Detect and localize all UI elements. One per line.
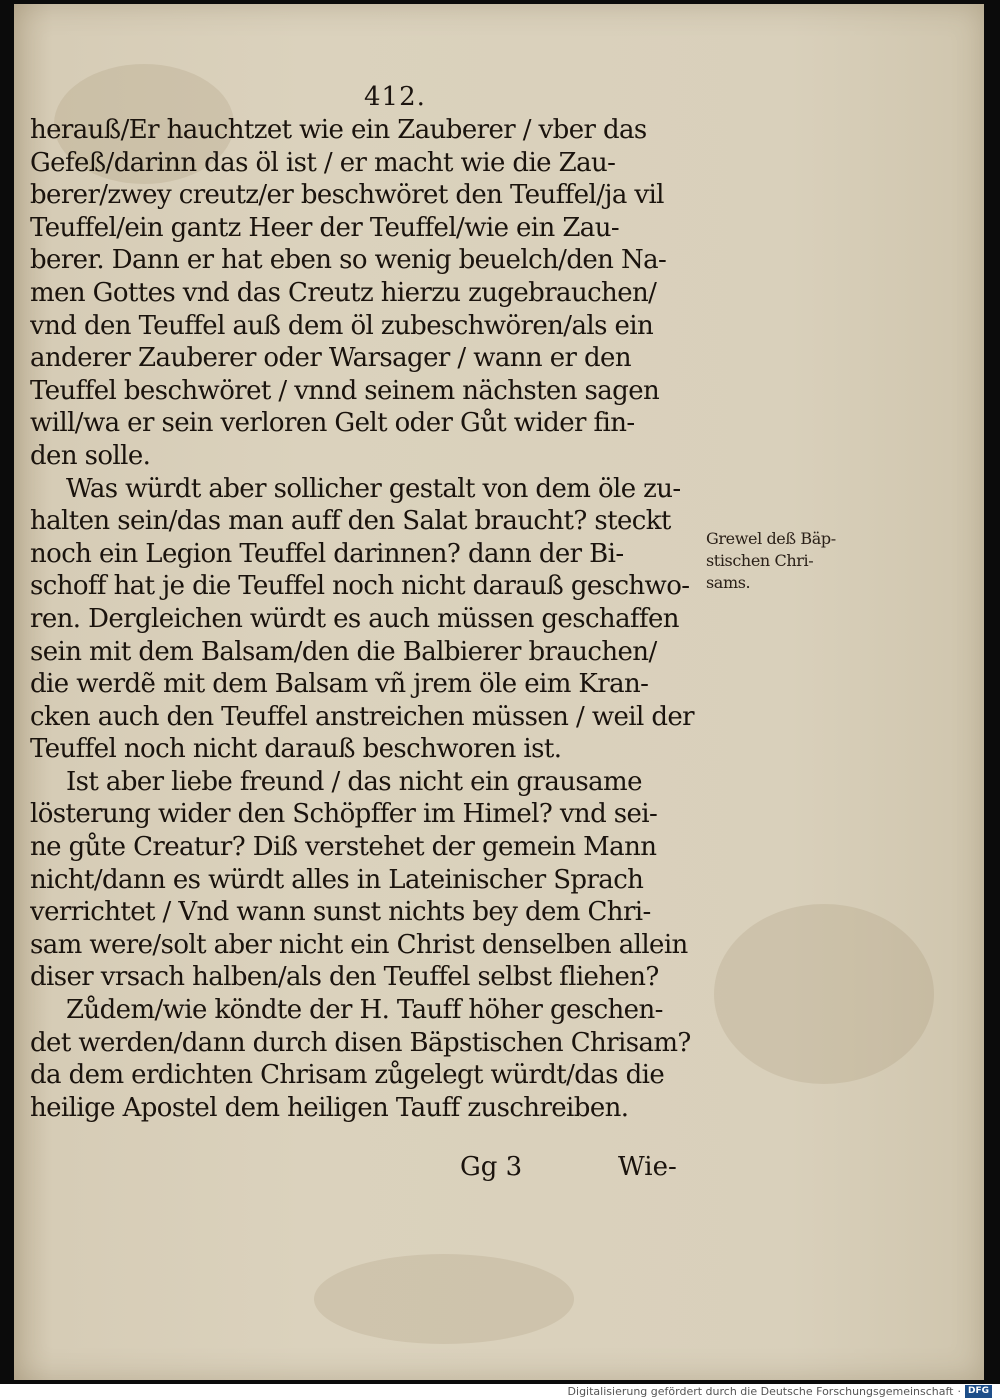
text-line: verrichtet / Vnd wann sunst nichts bey dem Chri- xyxy=(30,897,651,928)
text-line: sam were/solt aber nicht ein Christ denselben allein xyxy=(30,929,688,960)
text-line: Zůdem/wie köndte der H. Tauff höher geschen- xyxy=(66,995,663,1026)
text-line: heilige Apostel dem heiligen Tauff zuschreiben. xyxy=(30,1092,629,1123)
text-line: halten sein/das man auff den Salat braucht? steckt xyxy=(30,506,671,537)
paper-stain xyxy=(314,1254,574,1344)
marginal-note xyxy=(706,528,896,594)
text-line: ne gůte Creatur? Diß verstehet der gemein Mann xyxy=(30,832,657,863)
marginal-note-line: stischen Chri- xyxy=(706,551,814,570)
text-line: sein mit dem Balsam/den die Balbierer brauchen/ xyxy=(30,636,657,667)
text-line: diser vrsach halben/als den Teuffel selbst fliehen? xyxy=(30,962,659,993)
footer-credit-text: Digitalisierung gefördert durch die Deutsche Forschungsgemeinschaft xyxy=(567,1385,954,1398)
footer-separator: · xyxy=(957,1385,961,1398)
text-line: cken auch den Teuffel anstreichen müssen / weil der xyxy=(30,701,695,732)
text-line: den solle. xyxy=(30,440,151,471)
text-line: herauß/Er hauchtzet wie ein Zauberer / vber das xyxy=(30,115,647,145)
text-line: da dem erdichten Chrisam zůgelegt würdt/das die xyxy=(30,1060,665,1091)
text-line: Teuffel beschwöret / vnnd seinem nächsten sagen xyxy=(30,375,660,406)
text-line: die werdẽ mit dem Balsam vñ jrem öle eim Kran- xyxy=(30,669,649,700)
footer-credit xyxy=(568,1385,992,1398)
paper-stain xyxy=(714,904,934,1084)
text-line: men Gottes vnd das Creutz hierzu zugebrauchen/ xyxy=(30,277,657,308)
text-line: berer/zwey creutz/er beschwöret den Teuffel/ja vil xyxy=(30,180,664,211)
text-line: Ist aber liebe freund / das nicht ein grausame xyxy=(66,766,642,797)
text-line: Was würdt aber sollicher gestalt von dem öle zu- xyxy=(66,473,681,504)
catchword: Wie- xyxy=(618,1152,677,1182)
text-line: berer. Dann er hat eben so wenig beuelch/den Na- xyxy=(30,245,667,276)
text-line: vnd den Teuffel auß dem öl zubeschwören/als ein xyxy=(30,310,654,341)
text-line: schoff hat je die Teuffel noch nicht darauß geschwo- xyxy=(30,571,690,602)
text-line: lösterung wider den Schöpffer im Himel? vnd sei- xyxy=(30,799,658,830)
text-line: det werden/dann durch disen Bäpstischen Chrisam? xyxy=(30,1027,691,1058)
text-line: nicht/dann es würdt alles in Lateinischer Sprach xyxy=(30,864,644,895)
marginal-note-line: sams. xyxy=(706,573,751,592)
text-line: anderer Zauberer oder Warsager / wann er den xyxy=(30,343,631,374)
text-line: will/wa er sein verloren Gelt oder Gůt wider fin- xyxy=(30,408,635,439)
text-line: ren. Dergleichen würdt es auch müssen geschaffen xyxy=(30,603,679,634)
text-line: Teuffel noch nicht darauß beschworen ist. xyxy=(30,734,562,765)
text-line: noch ein Legion Teuffel darinnen? dann der Bi- xyxy=(30,538,624,569)
dfg-logo-icon: DFG xyxy=(965,1385,992,1398)
page-number: 412. xyxy=(364,82,426,112)
main-text-block xyxy=(30,114,710,1124)
marginal-note-line: Grewel deß Bäp- xyxy=(706,529,836,548)
signature-mark: Gg 3 xyxy=(460,1152,523,1182)
text-line: Teuffel/ein gantz Heer der Teuffel/wie ein Zau- xyxy=(30,212,620,243)
text-line: Gefeß/darinn das öl ist / er macht wie die Zau- xyxy=(30,147,616,178)
